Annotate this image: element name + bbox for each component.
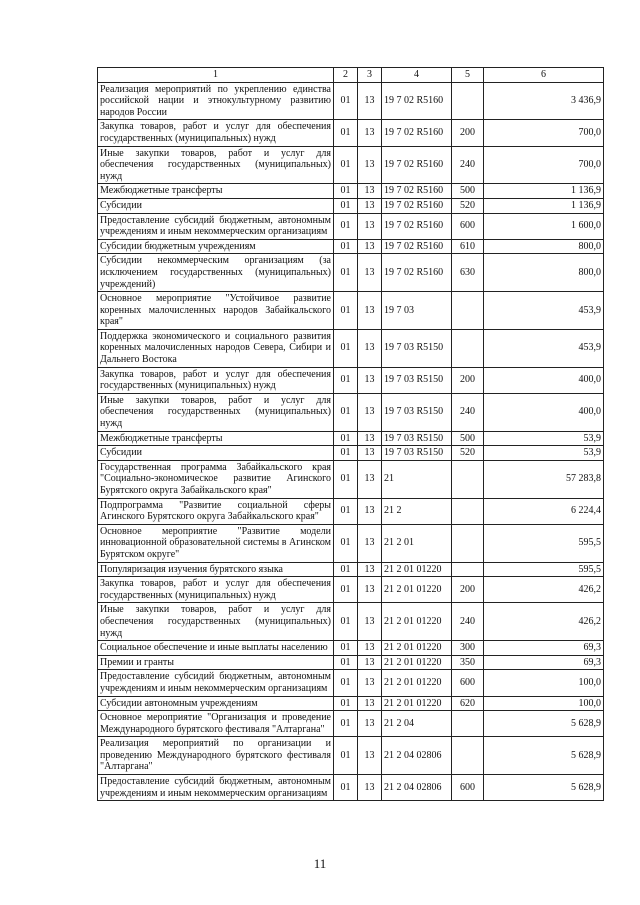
table-row — [98, 213, 604, 239]
row-amount: 1 136,9 — [484, 198, 604, 213]
row-target-code: 21 — [382, 460, 452, 498]
row-target-code: 21 2 01 01220 — [382, 696, 452, 711]
table-row — [98, 562, 604, 577]
row-amount: 5 628,9 — [484, 737, 604, 775]
row-expense-type: 520 — [452, 198, 484, 213]
row-subsection: 13 — [358, 775, 382, 801]
table-row — [98, 737, 604, 775]
table-row — [98, 146, 604, 184]
row-amount: 400,0 — [484, 393, 604, 431]
row-description: Иные закупки товаров, работ и услуг для обеспечения государственных (муниципальных) нужд — [98, 603, 334, 641]
row-section: 01 — [334, 577, 358, 603]
row-amount: 400,0 — [484, 367, 604, 393]
row-amount: 5 628,9 — [484, 775, 604, 801]
row-amount: 800,0 — [484, 254, 604, 292]
table-header-row — [98, 68, 604, 83]
row-amount: 700,0 — [484, 120, 604, 146]
row-subsection: 13 — [358, 367, 382, 393]
row-amount: 595,5 — [484, 562, 604, 577]
row-section: 01 — [334, 737, 358, 775]
row-target-code: 21 2 04 02806 — [382, 775, 452, 801]
row-subsection: 13 — [358, 524, 382, 562]
row-target-code: 19 7 02 R5160 — [382, 254, 452, 292]
row-target-code: 21 2 01 01220 — [382, 670, 452, 696]
row-section: 01 — [334, 184, 358, 199]
row-description: Иные закупки товаров, работ и услуг для обеспечения государственных (муниципальных) нужд — [98, 393, 334, 431]
row-section: 01 — [334, 82, 358, 120]
row-section: 01 — [334, 524, 358, 562]
row-section: 01 — [334, 641, 358, 656]
row-section: 01 — [334, 562, 358, 577]
row-amount: 100,0 — [484, 670, 604, 696]
row-section: 01 — [334, 670, 358, 696]
row-amount: 426,2 — [484, 577, 604, 603]
row-section: 01 — [334, 696, 358, 711]
row-target-code: 21 2 01 01220 — [382, 641, 452, 656]
header-col-5: 5 — [452, 68, 484, 83]
table-row — [98, 184, 604, 199]
header-col-3: 3 — [358, 68, 382, 83]
row-section: 01 — [334, 775, 358, 801]
row-description: Основное мероприятие "Устойчивое развитие коренных малочисленных народов Забайкальского края" — [98, 292, 334, 330]
row-description: Закупка товаров, работ и услуг для обеспечения государственных (муниципальных) нужд — [98, 577, 334, 603]
row-target-code: 21 2 01 01220 — [382, 655, 452, 670]
row-section: 01 — [334, 329, 358, 367]
table-row — [98, 82, 604, 120]
row-expense-type: 200 — [452, 577, 484, 603]
row-subsection: 13 — [358, 711, 382, 737]
table-row — [98, 329, 604, 367]
table-row — [98, 577, 604, 603]
row-target-code: 21 2 01 01220 — [382, 603, 452, 641]
row-expense-type: 600 — [452, 213, 484, 239]
row-subsection: 13 — [358, 82, 382, 120]
row-amount: 700,0 — [484, 146, 604, 184]
row-description: Межбюджетные трансферты — [98, 431, 334, 446]
row-section: 01 — [334, 393, 358, 431]
row-section: 01 — [334, 655, 358, 670]
row-amount: 453,9 — [484, 292, 604, 330]
row-description: Иные закупки товаров, работ и услуг для обеспечения государственных (муниципальных) нужд — [98, 146, 334, 184]
table-row — [98, 775, 604, 801]
row-subsection: 13 — [358, 120, 382, 146]
table-row — [98, 670, 604, 696]
row-target-code: 19 7 03 R5150 — [382, 446, 452, 461]
row-subsection: 13 — [358, 146, 382, 184]
row-target-code: 19 7 03 R5150 — [382, 329, 452, 367]
table-row — [98, 393, 604, 431]
row-subsection: 13 — [358, 198, 382, 213]
row-expense-type — [452, 292, 484, 330]
row-target-code: 19 7 02 R5160 — [382, 82, 452, 120]
row-target-code: 21 2 — [382, 498, 452, 524]
row-section: 01 — [334, 292, 358, 330]
row-expense-type — [452, 562, 484, 577]
row-expense-type: 620 — [452, 696, 484, 711]
row-description: Реализация мероприятий по укреплению единства российской нации и этнокультурному развитию народов России — [98, 82, 334, 120]
table-row — [98, 524, 604, 562]
row-target-code: 19 7 02 R5160 — [382, 239, 452, 254]
header-col-1: 1 — [98, 68, 334, 83]
row-subsection: 13 — [358, 696, 382, 711]
row-amount: 3 436,9 — [484, 82, 604, 120]
header-col-2: 2 — [334, 68, 358, 83]
row-section: 01 — [334, 498, 358, 524]
row-description: Субсидии бюджетным учреждениям — [98, 239, 334, 254]
row-section: 01 — [334, 446, 358, 461]
row-expense-type: 240 — [452, 603, 484, 641]
row-expense-type: 600 — [452, 670, 484, 696]
row-description: Поддержка экономического и социального развития коренных малочисленных народов Севера, Сибири и Дальнего Востока — [98, 329, 334, 367]
row-description: Государственная программа Забайкальского края "Социально-экономическое развитие Агинского Бурятского округа Забайкальского края" — [98, 460, 334, 498]
row-amount: 5 628,9 — [484, 711, 604, 737]
row-expense-type: 630 — [452, 254, 484, 292]
row-expense-type — [452, 737, 484, 775]
row-description: Подпрограмма "Развитие социальной сферы Агинского Бурятского округа Забайкальского края" — [98, 498, 334, 524]
row-expense-type — [452, 329, 484, 367]
row-description: Межбюджетные трансферты — [98, 184, 334, 199]
row-description: Основное мероприятие "Развитие модели инновационной образовательной системы в Агинском Бурятском округе" — [98, 524, 334, 562]
row-section: 01 — [334, 431, 358, 446]
row-section: 01 — [334, 198, 358, 213]
row-subsection: 13 — [358, 292, 382, 330]
row-subsection: 13 — [358, 498, 382, 524]
row-expense-type: 240 — [452, 393, 484, 431]
row-target-code: 19 7 03 — [382, 292, 452, 330]
row-subsection: 13 — [358, 254, 382, 292]
row-amount: 6 224,4 — [484, 498, 604, 524]
row-section: 01 — [334, 254, 358, 292]
row-expense-type: 200 — [452, 367, 484, 393]
table-row — [98, 239, 604, 254]
row-section: 01 — [334, 120, 358, 146]
row-amount: 426,2 — [484, 603, 604, 641]
row-subsection: 13 — [358, 562, 382, 577]
row-section: 01 — [334, 603, 358, 641]
row-subsection: 13 — [358, 184, 382, 199]
header-col-6: 6 — [484, 68, 604, 83]
table-row — [98, 603, 604, 641]
table-row — [98, 498, 604, 524]
row-amount: 453,9 — [484, 329, 604, 367]
row-target-code: 19 7 02 R5160 — [382, 184, 452, 199]
row-expense-type: 350 — [452, 655, 484, 670]
row-subsection: 13 — [358, 641, 382, 656]
row-expense-type — [452, 711, 484, 737]
row-expense-type — [452, 498, 484, 524]
table-row — [98, 641, 604, 656]
row-amount: 100,0 — [484, 696, 604, 711]
row-target-code: 19 7 02 R5160 — [382, 213, 452, 239]
row-section: 01 — [334, 367, 358, 393]
row-description: Субсидии — [98, 198, 334, 213]
table-row — [98, 446, 604, 461]
row-target-code: 21 2 01 01220 — [382, 577, 452, 603]
row-target-code: 19 7 02 R5160 — [382, 120, 452, 146]
row-description: Закупка товаров, работ и услуг для обеспечения государственных (муниципальных) нужд — [98, 367, 334, 393]
row-target-code: 21 2 04 — [382, 711, 452, 737]
row-section: 01 — [334, 711, 358, 737]
row-amount: 595,5 — [484, 524, 604, 562]
page-number: 11 — [313, 856, 327, 871]
row-description: Основное мероприятие "Организация и проведение Международного бурятского фестиваля "Алтаргана" — [98, 711, 334, 737]
row-target-code: 19 7 03 R5150 — [382, 393, 452, 431]
row-amount: 69,3 — [484, 641, 604, 656]
row-subsection: 13 — [358, 239, 382, 254]
row-description: Субсидии некоммерческим организациям (за исключением государственных (муниципальных) учреждений) — [98, 254, 334, 292]
row-expense-type: 240 — [452, 146, 484, 184]
row-description: Субсидии автономным учреждениям — [98, 696, 334, 711]
row-subsection: 13 — [358, 431, 382, 446]
row-section: 01 — [334, 213, 358, 239]
row-subsection: 13 — [358, 393, 382, 431]
row-amount: 53,9 — [484, 446, 604, 461]
row-target-code: 21 2 01 — [382, 524, 452, 562]
table-row — [98, 711, 604, 737]
row-expense-type: 500 — [452, 431, 484, 446]
row-expense-type: 300 — [452, 641, 484, 656]
row-expense-type: 500 — [452, 184, 484, 199]
row-section: 01 — [334, 460, 358, 498]
row-target-code: 19 7 03 R5150 — [382, 367, 452, 393]
row-subsection: 13 — [358, 603, 382, 641]
row-description: Закупка товаров, работ и услуг для обеспечения государственных (муниципальных) нужд — [98, 120, 334, 146]
table-row — [98, 696, 604, 711]
row-description: Популяризация изучения бурятского языка — [98, 562, 334, 577]
row-target-code: 19 7 03 R5150 — [382, 431, 452, 446]
table-row — [98, 367, 604, 393]
row-description: Субсидии — [98, 446, 334, 461]
row-target-code: 21 2 04 02806 — [382, 737, 452, 775]
row-description: Реализация мероприятий по организации и проведению Международного бурятского фестиваля "Алтаргана" — [98, 737, 334, 775]
row-description: Социальное обеспечение и иные выплаты населению — [98, 641, 334, 656]
table-row — [98, 120, 604, 146]
budget-table — [97, 67, 604, 801]
row-expense-type: 200 — [452, 120, 484, 146]
row-description: Предоставление субсидий бюджетным, автономным учреждениям и иным некоммерческим организациям — [98, 775, 334, 801]
row-subsection: 13 — [358, 577, 382, 603]
row-description: Предоставление субсидий бюджетным, автономным учреждениям и иным некоммерческим организациям — [98, 670, 334, 696]
table-row — [98, 254, 604, 292]
row-amount: 57 283,8 — [484, 460, 604, 498]
table-row — [98, 655, 604, 670]
row-subsection: 13 — [358, 213, 382, 239]
row-amount: 800,0 — [484, 239, 604, 254]
table-row — [98, 460, 604, 498]
header-col-4: 4 — [382, 68, 452, 83]
row-target-code: 21 2 01 01220 — [382, 562, 452, 577]
row-target-code: 19 7 02 R5160 — [382, 146, 452, 184]
table-row — [98, 292, 604, 330]
row-target-code: 19 7 02 R5160 — [382, 198, 452, 213]
row-subsection: 13 — [358, 670, 382, 696]
row-expense-type — [452, 524, 484, 562]
row-amount: 1 136,9 — [484, 184, 604, 199]
table-row — [98, 431, 604, 446]
row-subsection: 13 — [358, 655, 382, 670]
row-description: Предоставление субсидий бюджетным, автономным учреждениям и иным некоммерческим организациям — [98, 213, 334, 239]
row-amount: 1 600,0 — [484, 213, 604, 239]
row-amount: 53,9 — [484, 431, 604, 446]
row-section: 01 — [334, 239, 358, 254]
row-expense-type — [452, 460, 484, 498]
row-amount: 69,3 — [484, 655, 604, 670]
row-expense-type: 520 — [452, 446, 484, 461]
row-expense-type — [452, 82, 484, 120]
row-subsection: 13 — [358, 329, 382, 367]
row-expense-type: 600 — [452, 775, 484, 801]
row-subsection: 13 — [358, 737, 382, 775]
table-row — [98, 198, 604, 213]
row-description: Премии и гранты — [98, 655, 334, 670]
row-subsection: 13 — [358, 446, 382, 461]
row-subsection: 13 — [358, 460, 382, 498]
row-expense-type: 610 — [452, 239, 484, 254]
row-section: 01 — [334, 146, 358, 184]
